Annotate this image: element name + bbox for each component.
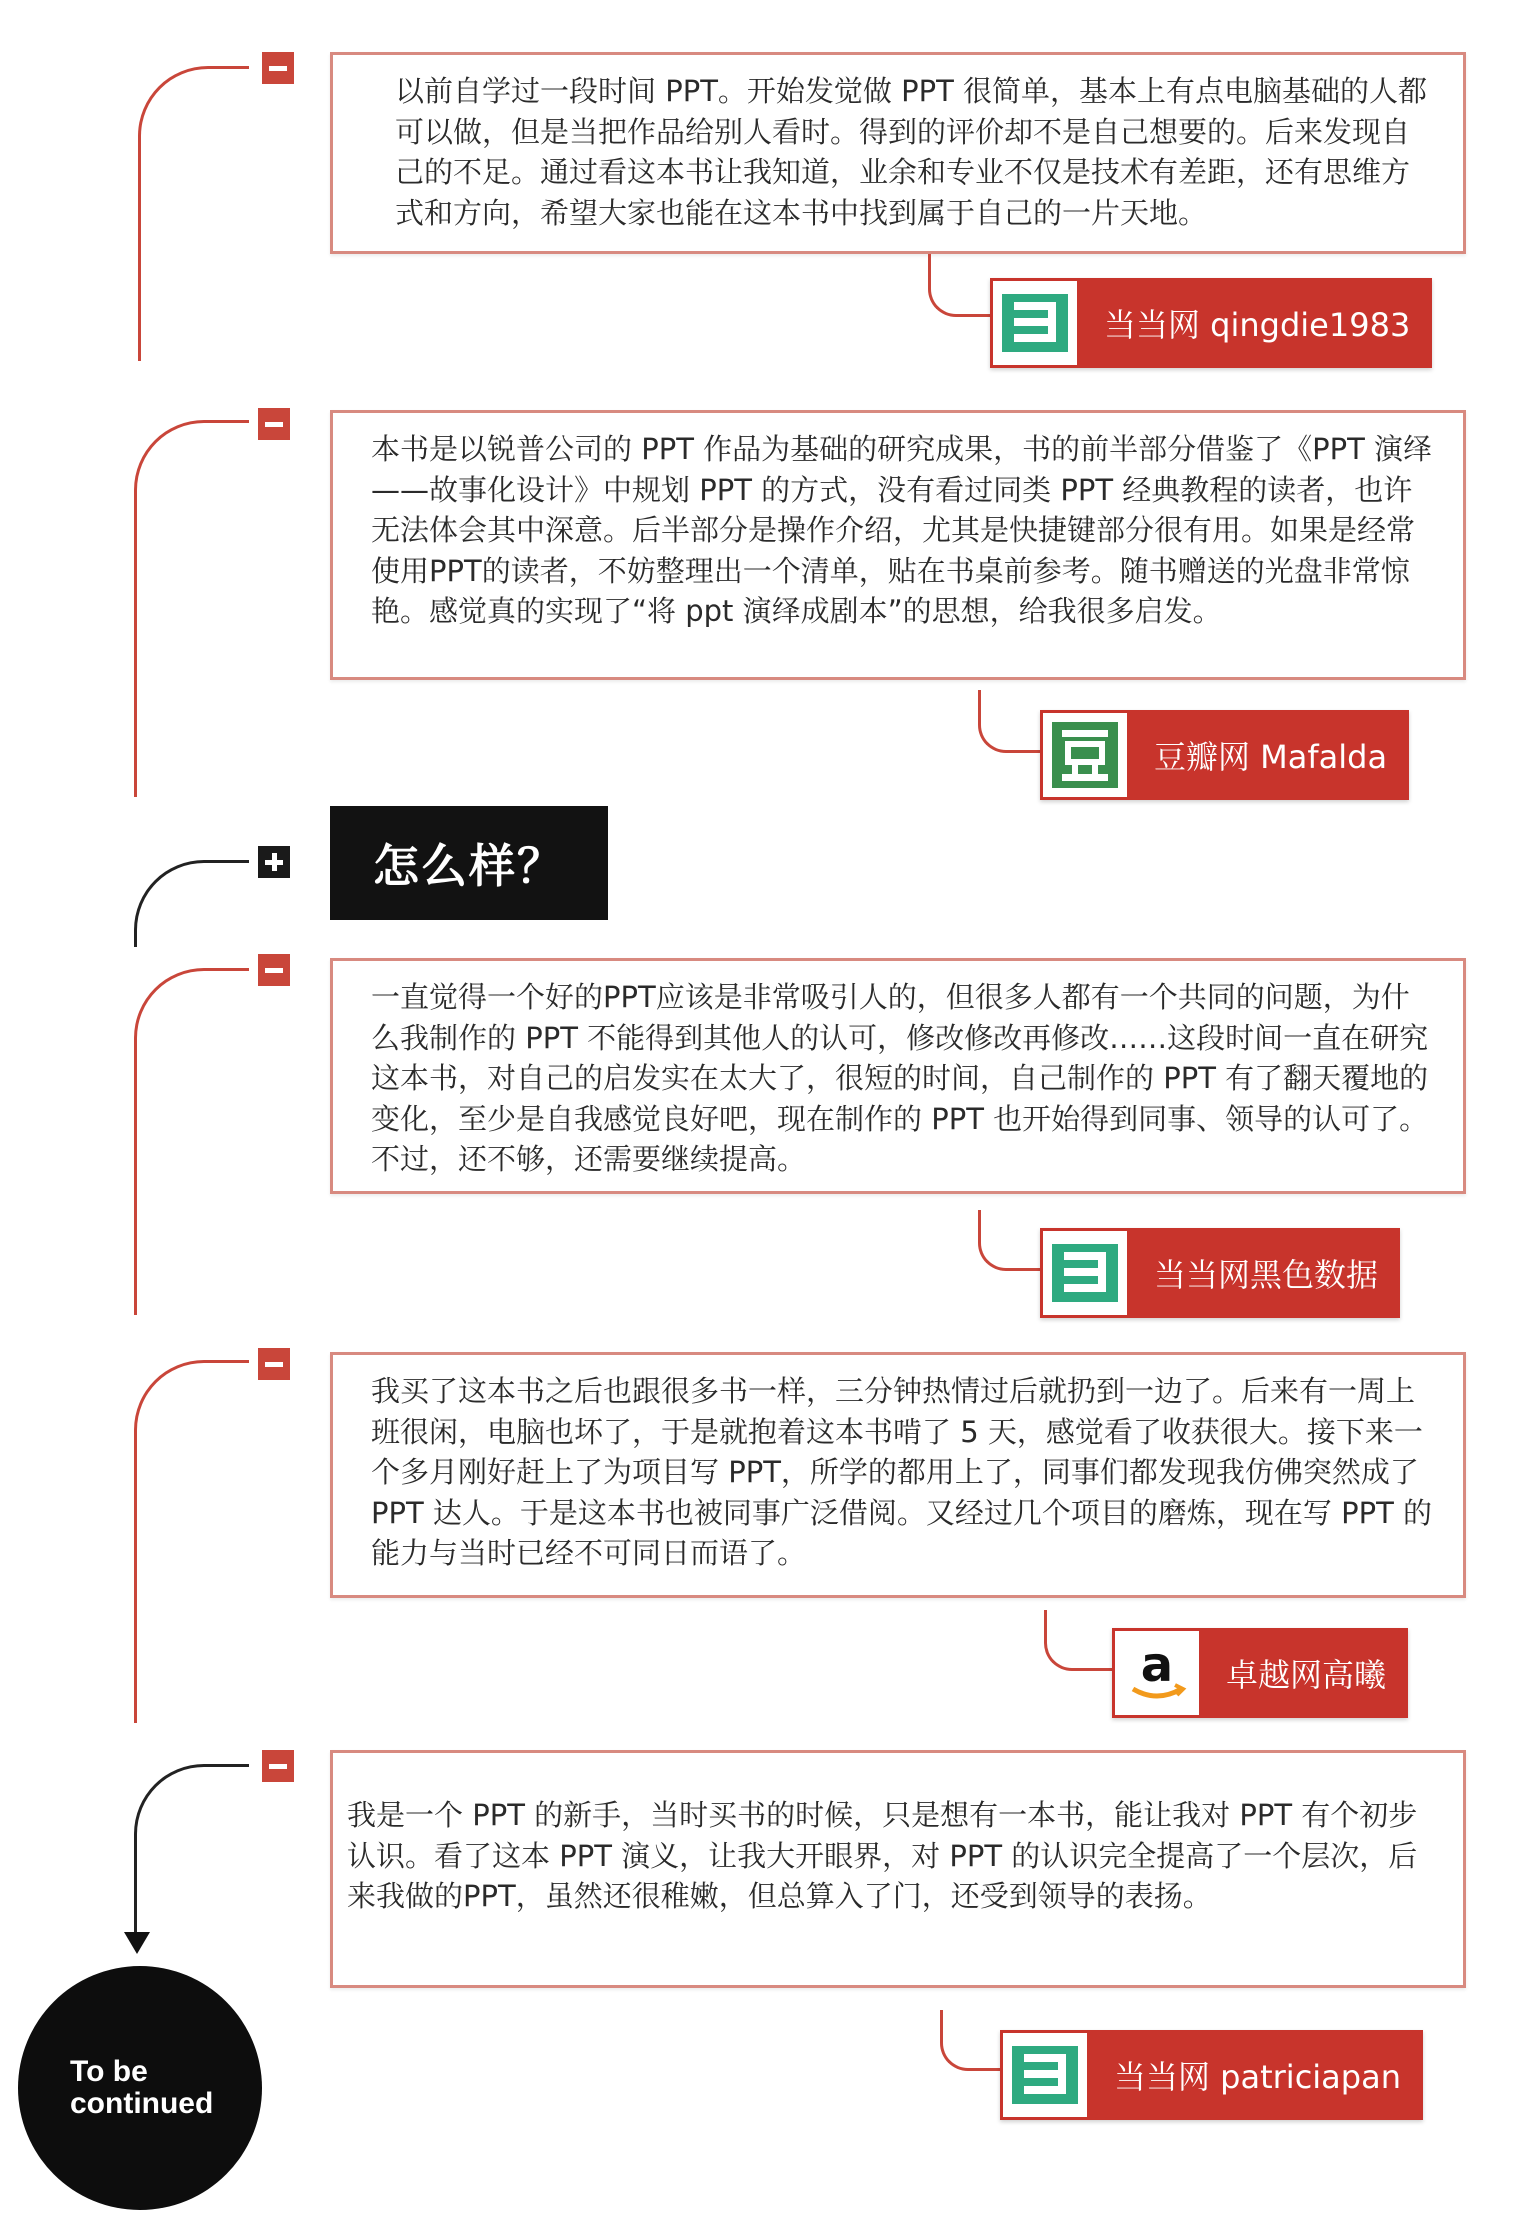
section-title: 怎么样？: [330, 806, 608, 920]
source-label: 卓越网高曦: [1226, 1656, 1387, 1694]
badge-connector: [940, 2010, 1005, 2071]
review-card-3: [330, 958, 1466, 1194]
tree-branch-6: [134, 1764, 249, 1935]
douban-logo-icon: [1040, 710, 1130, 800]
source-badge-1[interactable]: [990, 278, 1432, 368]
review-card-2: [330, 410, 1466, 680]
tree-branch-4: [134, 968, 249, 1315]
ending-text: To be continued: [70, 2055, 214, 2120]
collapse-icon[interactable]: [258, 408, 290, 440]
source-badge-2[interactable]: [1040, 710, 1409, 800]
badge-connector: [978, 690, 1041, 753]
expand-icon[interactable]: [258, 846, 290, 878]
tree-branch-5: [134, 1360, 249, 1723]
review-text: 我买了这本书之后也跟很多书一样，三分钟热情过后就扔到一边了。后来有一周上班很闲，电脑也坏了，于是就抱着这本书啃了 5 天，感觉看了收获很大。接下来一个多月刚好赶上了为项目写 PPT，所学的都用上了，同事们都发现我仿佛突然成了 PPT 达人。于是这本书也被同事广泛借阅。又经过几个项目的磨炼，现在写 PPT 的能力与当时已经不可同日而语了。: [371, 1374, 1433, 1570]
source-label: 当当网黑色数据: [1154, 1256, 1379, 1294]
review-text: 一直觉得一个好的PPT应该是非常吸引人的，但很多人都有一个共同的问题，为什么我制作的 PPT 不能得到其他人的认可，修改修改再修改……这段时间一直在研究这本书，对自己的启发实在太大了，很短的时间，自己制作的 PPT 有了翻天覆地的变化，至少是自我感觉良好吧，现在制作的 PPT 也开始得到同事、领导的认可了。不过，还不够，还需要继续提高。: [371, 980, 1429, 1176]
source-label: 当当网 qingdie1983: [1104, 306, 1411, 344]
collapse-icon[interactable]: [258, 954, 290, 986]
collapse-icon[interactable]: [258, 1348, 290, 1380]
review-card-4: [330, 1352, 1466, 1598]
svg-text:a: a: [1140, 1637, 1174, 1693]
collapse-icon[interactable]: [262, 1750, 294, 1782]
review-card-5: [330, 1750, 1466, 1988]
source-badge-4[interactable]: [1112, 1628, 1408, 1718]
review-card-1: [330, 52, 1466, 254]
review-text: 我是一个 PPT 的新手，当时买书的时候，只是想有一本书，能让我对 PPT 有个初步认识。看了这本 PPT 演义，让我大开眼界，对 PPT 的认识完全提高了一个层次，后来我做的PPT，虽然还很稚嫩，但总算入了门，还受到领导的表扬。: [347, 1798, 1418, 1913]
badge-connector: [928, 254, 993, 317]
amazon-logo-icon: [1112, 1628, 1202, 1718]
review-text: 本书是以锐普公司的 PPT 作品为基础的研究成果，书的前半部分借鉴了《PPT 演绎——故事化设计》中规划 PPT 的方式，没有看过同类 PPT 经典教程的读者，也许无法体会其中深意。后半部分是操作介绍，尤其是快捷键部分很有用。如果是经常使用PPT的读者，不妨整理出一个清单，贴在书桌前参考。随书赠送的光盘非常惊艳。感觉真的实现了“将 ppt 演绎成剧本”的思想，给我很多启发。: [371, 432, 1433, 628]
badge-connector: [1044, 1610, 1117, 1671]
collapse-icon[interactable]: [262, 52, 294, 84]
badge-connector: [978, 1210, 1041, 1271]
source-badge-5[interactable]: [1000, 2030, 1423, 2120]
source-label: 当当网 patriciapan: [1114, 2058, 1401, 2096]
tree-branch-3: [134, 860, 249, 947]
tree-branch-1: [138, 66, 249, 361]
down-arrow-icon: [124, 1932, 150, 1954]
review-text: 以前自学过一段时间 PPT。开始发觉做 PPT 很简单，基本上有点电脑基础的人都可以做，但是当把作品给别人看时。得到的评价却不是自己想要的。后来发现自己的不足。通过看这本书让我知道，业余和专业不仅是技术有差距，还有思维方式和方向，希望大家也能在这本书中找到属于自己的一片天地。: [395, 74, 1428, 230]
source-badge-3[interactable]: [1040, 1228, 1400, 1318]
tree-branch-2: [134, 420, 249, 797]
dangdang-logo-icon: [990, 278, 1080, 368]
dangdang-logo-icon: [1040, 1228, 1130, 1318]
source-label: 豆瓣网 Mafalda: [1154, 738, 1388, 776]
dangdang-logo-icon: [1000, 2030, 1090, 2120]
to-be-continued-badge: [18, 1966, 262, 2210]
